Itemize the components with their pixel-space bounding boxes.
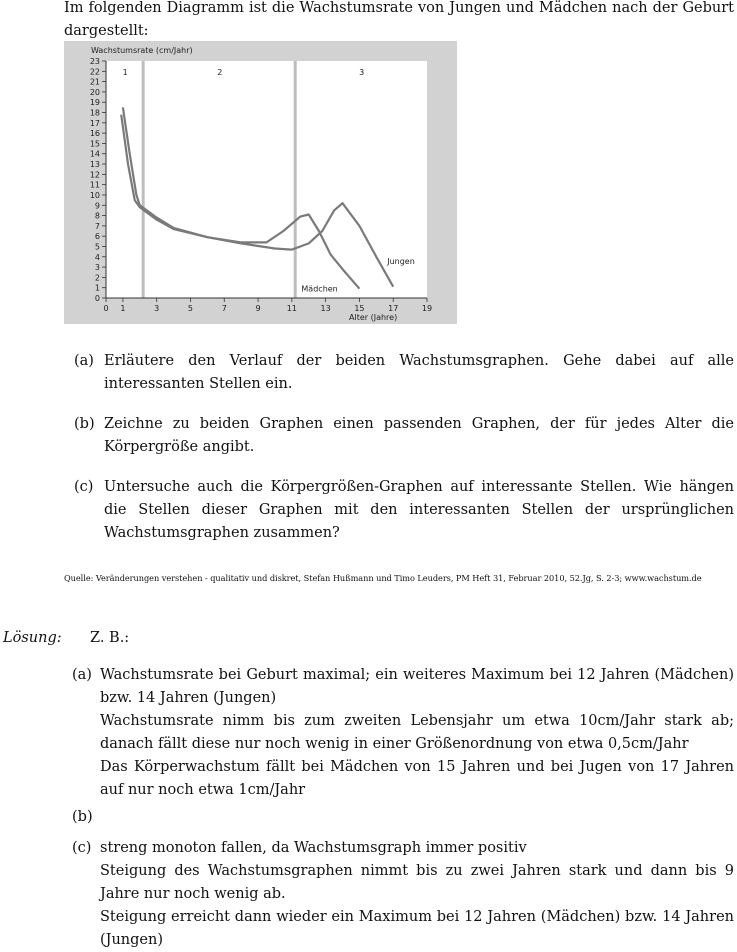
x-tick-label: 13 xyxy=(320,304,331,313)
question-a-label: (a) xyxy=(74,353,94,369)
region-label: 2 xyxy=(217,68,223,77)
y-tick-label: 1 xyxy=(94,283,100,293)
y-tick-label: 13 xyxy=(89,160,100,170)
x-tick-label: 15 xyxy=(354,304,365,313)
y-tick-label: 8 xyxy=(94,211,100,221)
x-tick-label: 1 xyxy=(120,304,126,313)
y-tick-label: 18 xyxy=(89,108,100,118)
y-tick-label: 12 xyxy=(89,170,100,180)
y-tick-label: 19 xyxy=(89,98,100,108)
y-tick-label: 11 xyxy=(89,180,100,190)
y-tick-label: 22 xyxy=(89,67,100,77)
series-label: Mädchen xyxy=(301,284,338,294)
y-tick-label: 14 xyxy=(89,149,100,159)
y-tick-label: 3 xyxy=(94,263,100,273)
solution-label: Lösung: xyxy=(3,630,62,646)
solution-b-label: (b) xyxy=(72,809,93,825)
y-tick-label: 7 xyxy=(94,221,100,231)
y-tick-label: 16 xyxy=(89,129,100,139)
y-tick-label: 0 xyxy=(94,294,100,303)
x-tick-label: 5 xyxy=(187,304,194,313)
y-tick-label: 21 xyxy=(89,77,100,87)
solution-a-line: Wachstumsrate nimm bis zum zweiten Lebensjahr um etwa 10cm/Jahr stark ab; danach fällt diese nur noch wenig in einer Größenordnung von etwa 0,5cm/Jahr xyxy=(100,713,734,752)
solution-c-label: (c) xyxy=(72,840,92,856)
x-tick-label: 3 xyxy=(154,304,160,313)
y-tick-label: 17 xyxy=(89,118,100,128)
y-tick-label: 6 xyxy=(94,232,100,242)
x-axis-title: Alter (Jahre) xyxy=(349,313,398,322)
question-b-label: (b) xyxy=(74,416,95,432)
y-tick-label: 15 xyxy=(89,139,100,149)
y-tick-label: 20 xyxy=(89,87,100,97)
y-tick-label: 23 xyxy=(89,57,100,66)
x-tick-label: 0 xyxy=(103,304,109,313)
region-label: 1 xyxy=(122,68,128,77)
solution-intro: Z. B.: xyxy=(90,630,130,646)
question-b-text: Zeichne zu beiden Graphen einen passenden Graphen, der für jedes Alter die Körpergröße angibt. xyxy=(104,416,734,455)
region-separator xyxy=(142,61,145,298)
x-tick-label: 7 xyxy=(221,304,227,313)
x-tick-label: 9 xyxy=(255,304,261,313)
region-separator xyxy=(294,61,297,298)
y-tick-label: 10 xyxy=(89,190,100,200)
y-tick-label: 4 xyxy=(94,252,100,262)
intro-text: Im folgenden Diagramm ist die Wachstumsrate von Jungen und Mädchen nach der Geburt dargestellt: xyxy=(64,0,734,39)
x-tick-label: 19 xyxy=(421,304,433,313)
question-c-label: (c) xyxy=(74,479,94,495)
solution-a-line: Das Körperwachstum fällt bei Mädchen von 15 Jahren und bei Jugen von 17 Jahren auf nur noch etwa 1cm/Jahr xyxy=(100,759,734,798)
x-tick-label: 17 xyxy=(388,304,399,313)
source-citation: Quelle: Veränderungen verstehen - qualitativ und diskret, Stefan Hußmann und Timo Leuders, PM Heft 31, Februar 2010, 52.Jg, S. 2-3; www.wachstum.de xyxy=(64,573,702,583)
solution-c-line: Steigung des Wachstumsgraphen nimmt bis zu zwei Jahren stark und dann bis 9 Jahre nur noch wenig ab. xyxy=(100,863,734,902)
region-label: 3 xyxy=(359,68,365,77)
y-tick-label: 5 xyxy=(94,242,100,252)
x-tick-label: 11 xyxy=(286,304,297,313)
chart-svg xyxy=(64,41,457,324)
y-axis-title: Wachstumsrate (cm/Jahr) xyxy=(91,46,193,55)
growth-rate-chart xyxy=(64,41,457,324)
solution-c-line: streng monoton fallen, da Wachstumsgraph immer positiv xyxy=(100,840,527,856)
y-tick-label: 9 xyxy=(94,201,100,211)
solution-c-line: Steigung erreicht dann wieder ein Maximum bei 12 Jahren (Mädchen) bzw. 14 Jahren (Jungen) xyxy=(100,909,734,948)
solution-a-label: (a) xyxy=(72,667,92,683)
y-tick-label: 2 xyxy=(94,273,100,283)
series-label: Jungen xyxy=(387,256,415,266)
solution-a-line: Wachstumsrate bei Geburt maximal; ein weiteres Maximum bei 12 Jahren (Mädchen) bzw. 14 Jahren (Jungen) xyxy=(100,667,734,706)
question-c-text: Untersuche auch die Körpergrößen-Graphen auf interessante Stellen. Wie hängen die Stellen dieser Graphen mit den interessanten Stellen der ursprünglichen Wachstumsgraphen zusammen? xyxy=(104,479,734,541)
question-a-text: Erläutere den Verlauf der beiden Wachstumsgraphen. Gehe dabei auf alle interessanten Stellen ein. xyxy=(104,353,734,392)
